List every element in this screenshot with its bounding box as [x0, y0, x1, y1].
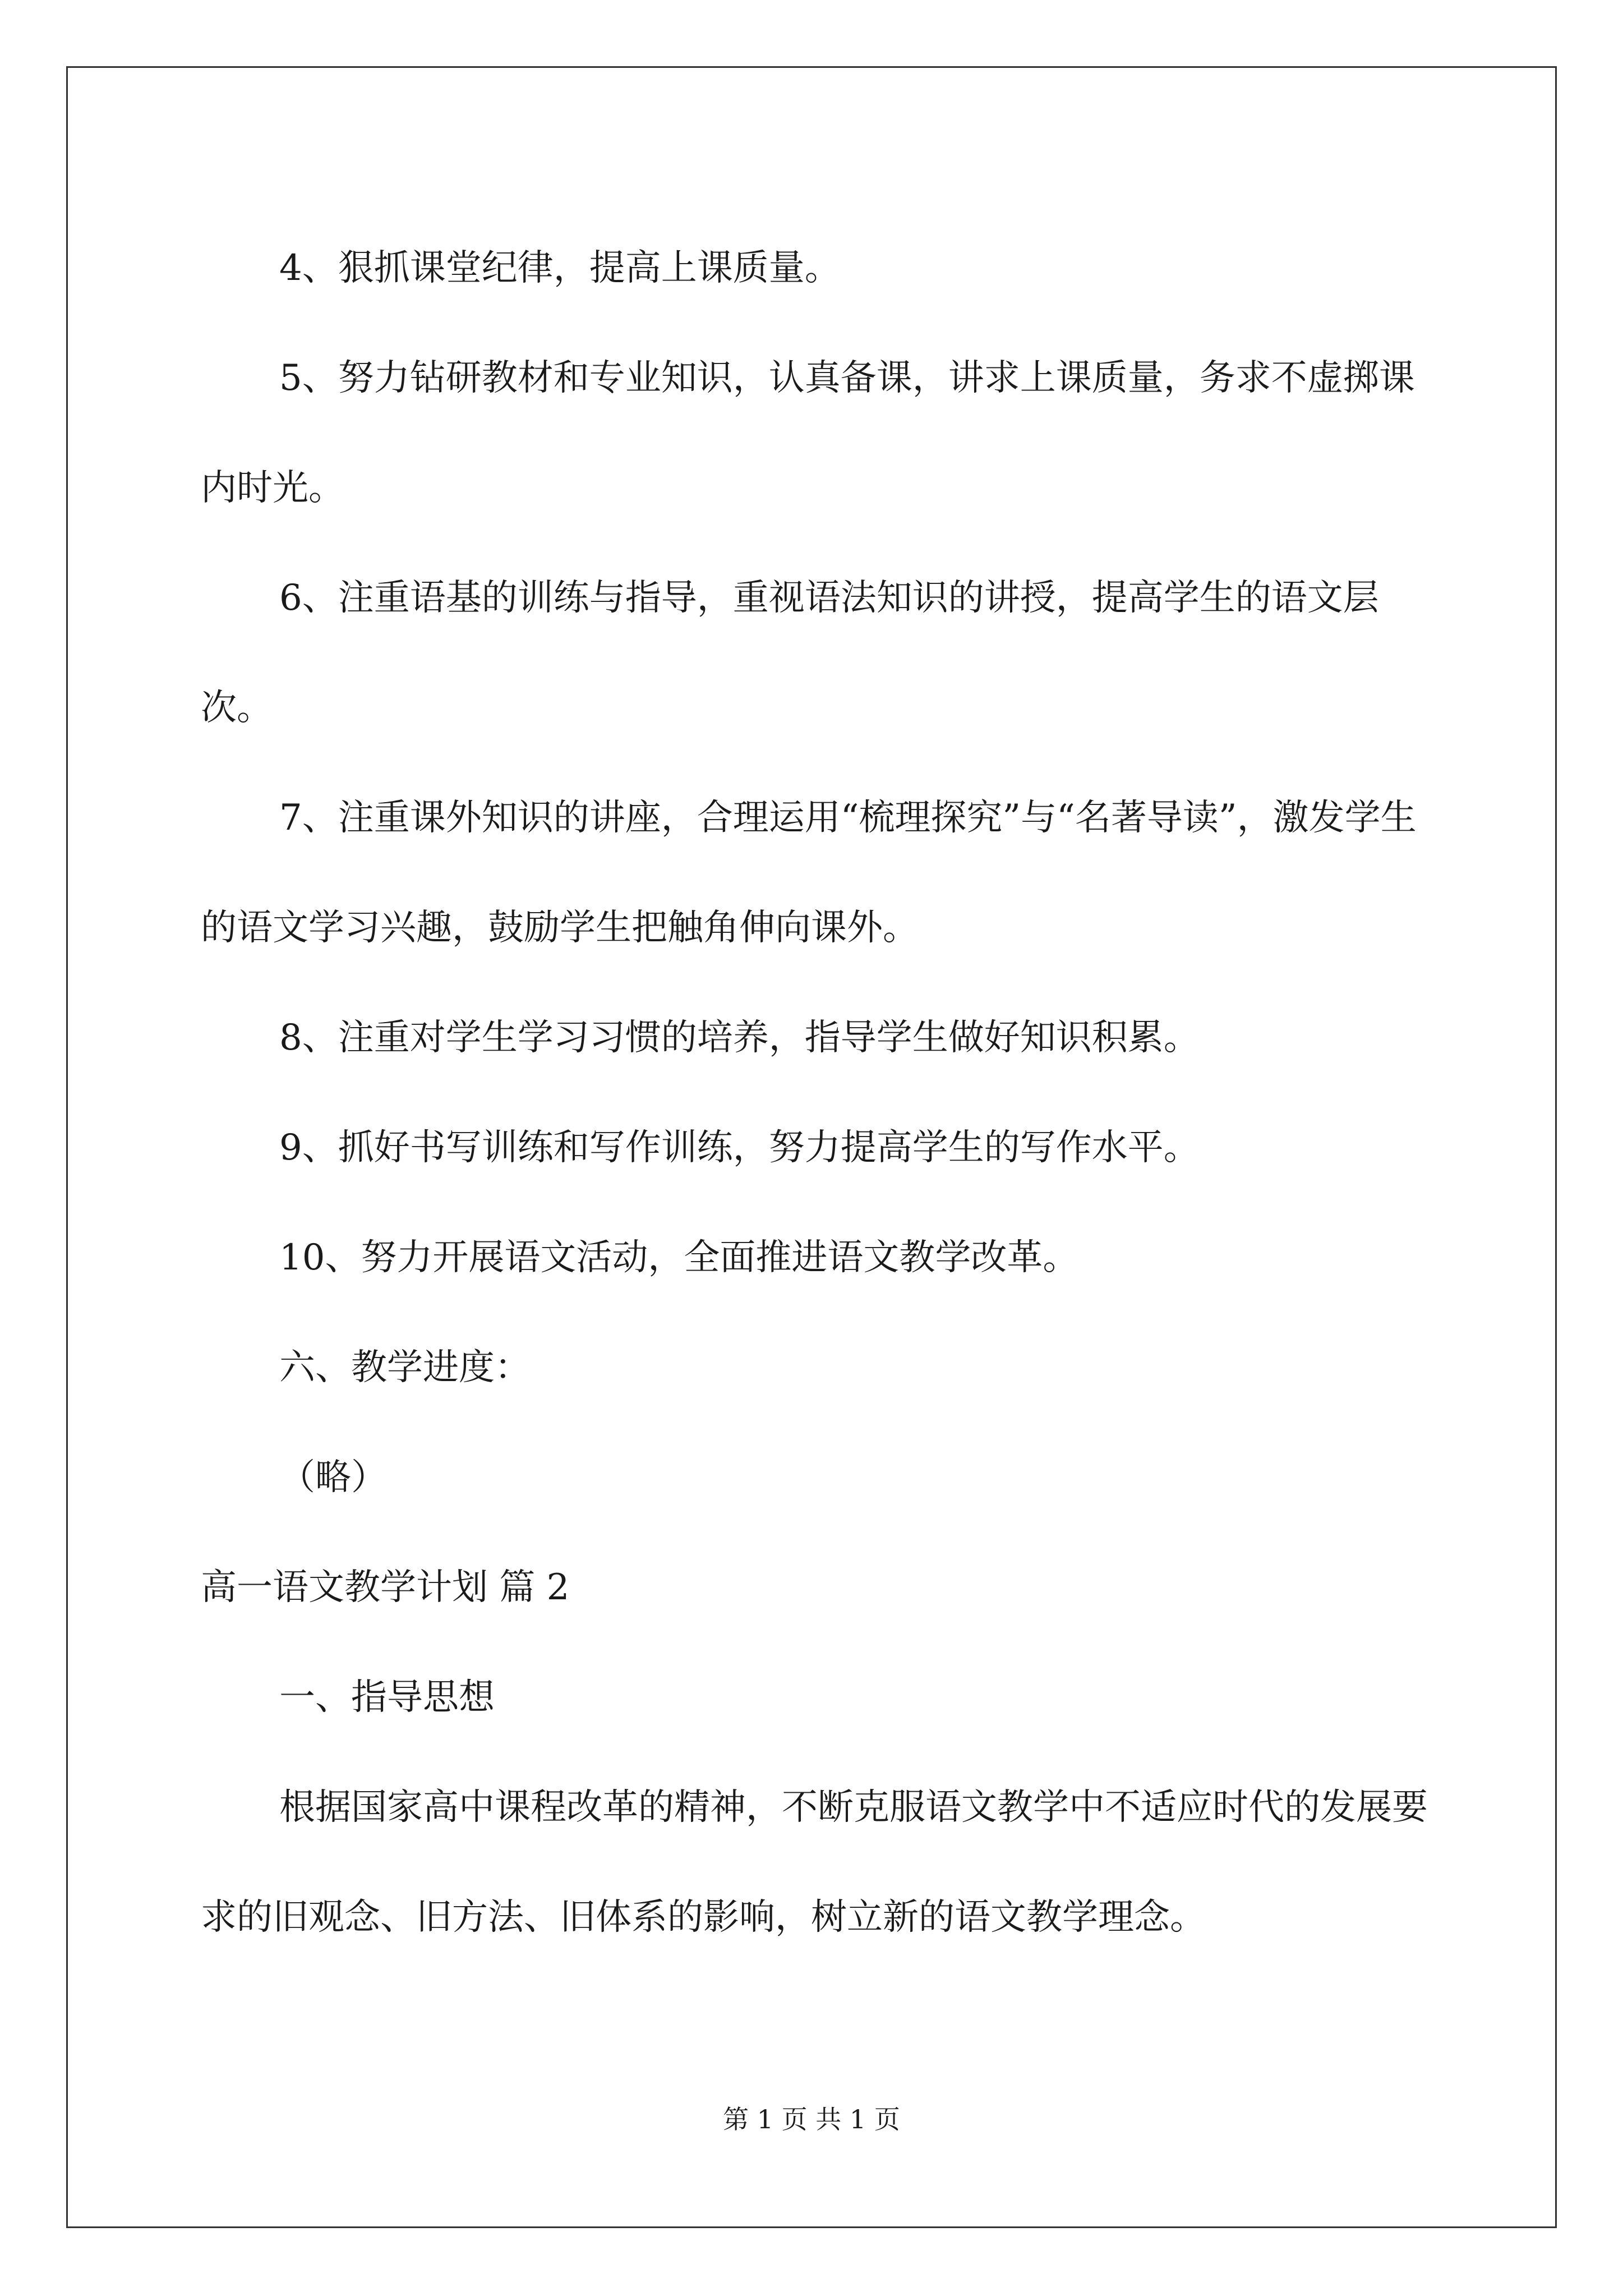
- paragraph-item-8: 8、注重对学生学习习惯的培养，指导学生做好知识积累。: [279, 1017, 1200, 1059]
- paragraph-item-10: 10、努力开展语文活动，全面推进语文教学改革。: [279, 1237, 1079, 1278]
- article-title-part-2: 高一语文教学计划 篇 2: [201, 1567, 570, 1608]
- paragraph-guiding-ideology: 根据国家高中课程改革的精神，不断克服语文教学中不适应时代的发展要求的旧观念、旧方法、旧体系的影响，树立新的语文教学理念。: [201, 1787, 1428, 1938]
- page-number-footer: 第 1 页 共 1 页: [723, 2104, 900, 2134]
- section-heading-guiding-ideology: 一、指导思想: [279, 1677, 495, 1718]
- document-body: [201, 213, 1435, 1972]
- paragraph-item-4: 4、狠抓课堂纪律，提高上课质量。: [279, 247, 841, 289]
- section-heading-progress: 六、教学进度：: [279, 1347, 531, 1388]
- paragraph-item-7: 7、注重课外知识的讲座，合理运用“梳理探究”与“名著导读”，激发学生的语文学习兴趣，鼓励学生把触角伸向课外。: [201, 797, 1417, 949]
- paragraph-item-5: 5、努力钻研教材和专业知识，认真备课，讲求上课质量，务求不虚掷课内时光。: [201, 357, 1415, 509]
- paragraph-item-6: 6、注重语基的训练与指导，重视语法知识的讲授，提高学生的语文层次。: [201, 577, 1379, 729]
- progress-omitted-note: （略）: [279, 1457, 387, 1498]
- paragraph-item-9: 9、抓好书写训练和写作训练，努力提高学生的写作水平。: [279, 1127, 1200, 1168]
